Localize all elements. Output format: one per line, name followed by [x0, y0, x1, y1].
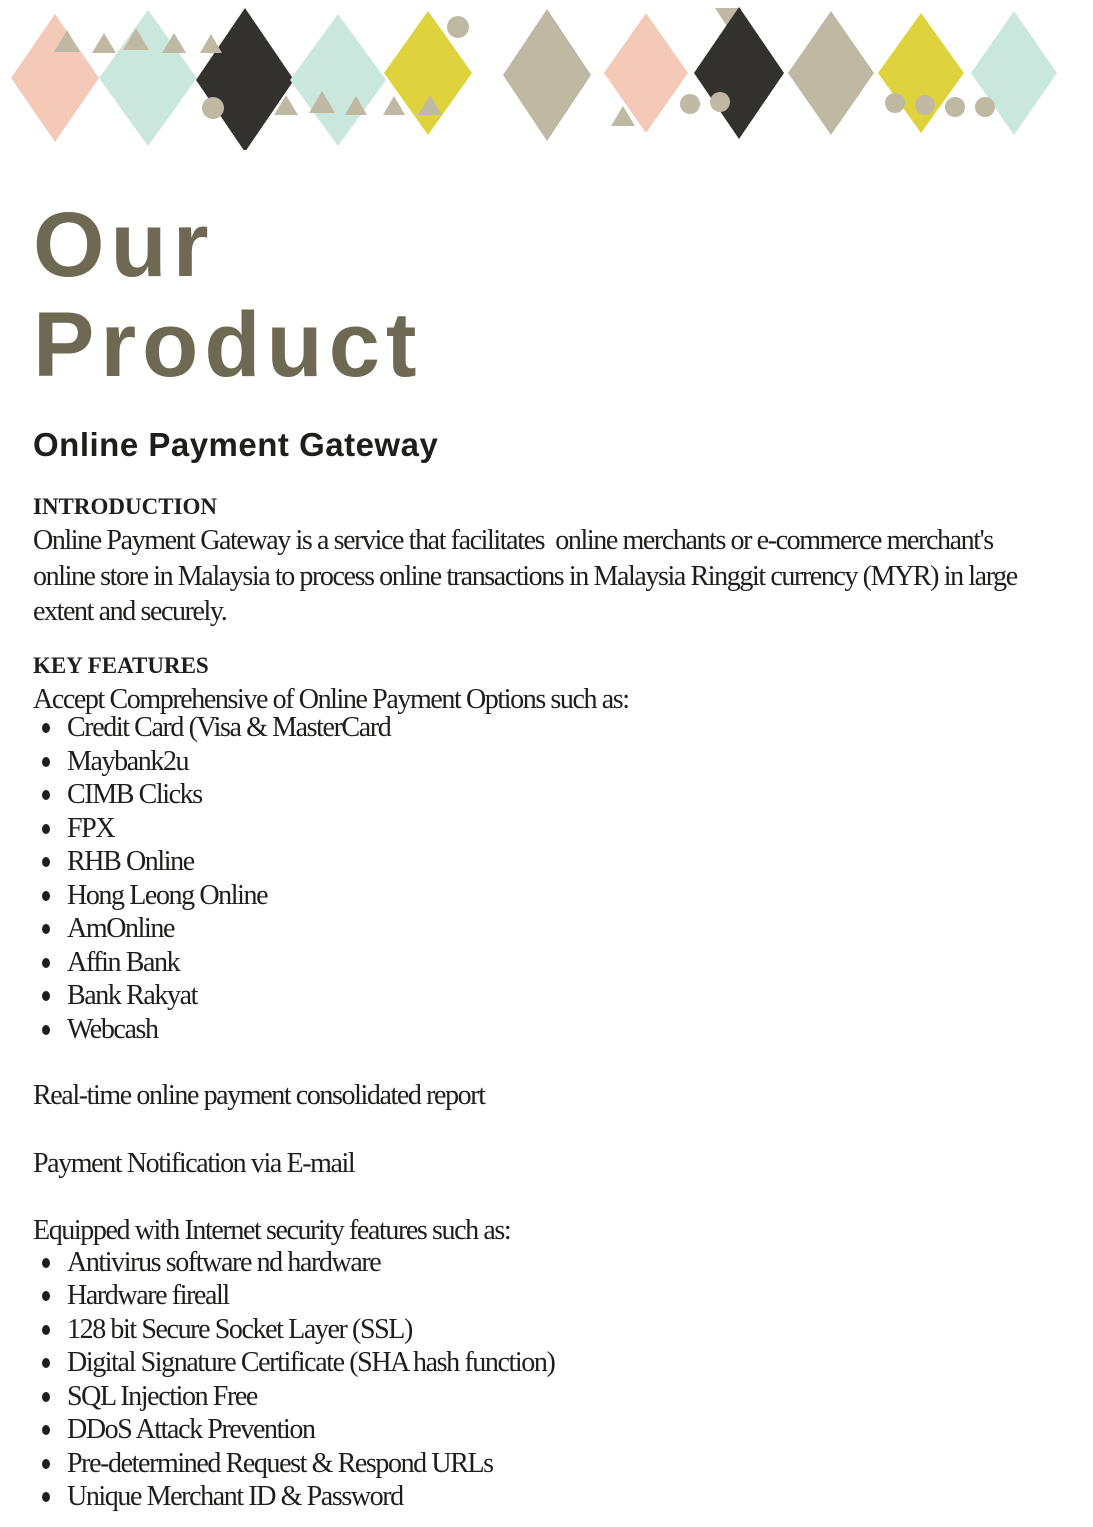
diamond-pattern-decoration: [0, 0, 1093, 150]
diamond-shape: [196, 8, 294, 150]
list-item: Pre-determined Request & Respond URLs: [33, 1447, 1060, 1481]
circle-shape: [202, 97, 224, 119]
list-item: Maybank2u: [33, 745, 1060, 779]
circle-shape: [680, 94, 700, 114]
list-item: SQL Injection Free: [33, 1380, 1060, 1414]
list-item: CIMB Clicks: [33, 778, 1060, 812]
circle-shape: [975, 97, 995, 117]
diamond-shape: [694, 7, 784, 139]
triangle-shape: [92, 33, 116, 53]
circle-shape: [447, 16, 469, 38]
diamond-shape: [604, 13, 688, 133]
circle-shape: [915, 95, 935, 115]
list-item: Antivirus software nd hardware: [33, 1246, 1060, 1280]
triangle-shape: [200, 34, 222, 53]
list-item: Affin Bank: [33, 946, 1060, 980]
security-intro-line: Equipped with Internet security features such as:: [33, 1215, 511, 1246]
page-title: [33, 195, 1060, 395]
diamond-shape: [788, 11, 874, 135]
payment-options-intro: Accept Comprehensive of Online Payment Options such as:: [33, 683, 629, 715]
circle-shape: [945, 97, 965, 117]
list-item: Webcash: [33, 1013, 1060, 1047]
list-item: Credit Card (Visa & MasterCard: [33, 711, 1060, 745]
payment-notification-line: Payment Notification via E-mail: [33, 1147, 355, 1179]
realtime-report-line: Real-time online payment consolidated report: [33, 1080, 485, 1111]
diamond-shape: [11, 14, 99, 142]
triangle-shape: [383, 96, 405, 115]
list-item: Bank Rakyat: [33, 979, 1060, 1013]
list-item: Hardware fireall: [33, 1279, 1060, 1313]
circle-shape: [885, 93, 905, 113]
security-features-list: [33, 1246, 1060, 1514]
page-title-line-1: Our: [33, 194, 215, 296]
payment-options-list: [33, 711, 1060, 1046]
list-item: RHB Online: [33, 845, 1060, 879]
key-features-heading: KEY FEATURES: [33, 652, 209, 678]
list-item: Digital Signature Certificate (SHA hash function): [33, 1346, 1060, 1380]
page-content: [0, 195, 1093, 1514]
list-item: Hong Leong Online: [33, 879, 1060, 913]
page-title-line-2: Product: [33, 294, 423, 396]
circle-shape: [710, 92, 730, 112]
list-item: AmOnline: [33, 912, 1060, 946]
list-item: DDoS Attack Prevention: [33, 1413, 1060, 1447]
introduction-body: Online Payment Gateway is a service that facilitates online merchants or e-commerce merchant's online store in Malaysia to process online transactions in Malaysia Ringgit currency (MYR) in large extent and securely.: [33, 525, 1023, 627]
diamond-shape: [99, 10, 197, 146]
list-item: FPX: [33, 812, 1060, 846]
list-item: Unique Merchant ID & Password: [33, 1480, 1060, 1514]
diamond-shape: [503, 9, 591, 141]
list-item: 128 bit Secure Socket Layer (SSL): [33, 1313, 1060, 1347]
product-title: Online Payment Gateway: [33, 426, 439, 463]
diamond-shape: [290, 14, 386, 146]
introduction-heading: INTRODUCTION: [33, 494, 218, 519]
